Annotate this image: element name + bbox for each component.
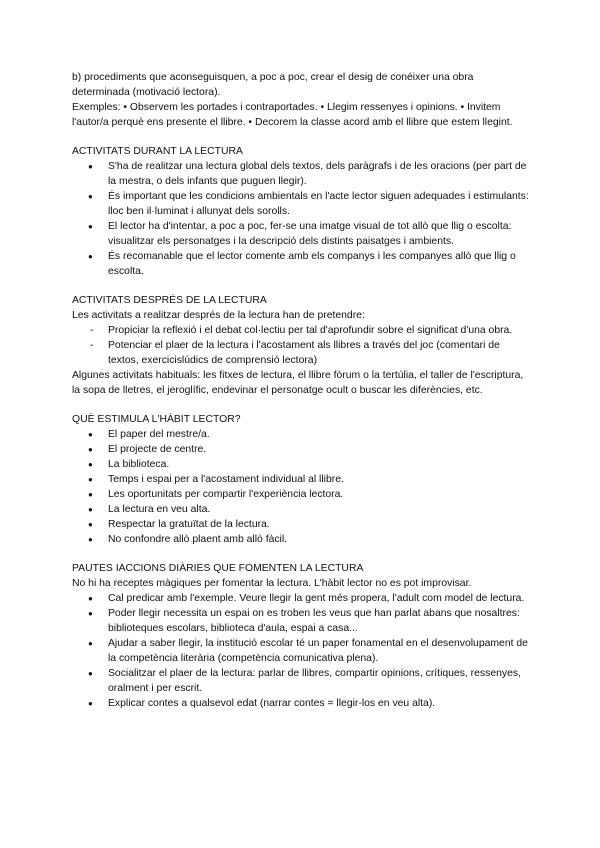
list-item: ● És important que les condicions ambientals en l'acte lector siguen adequades i estimulants: lloc ben il·luminat i allunyat dels sorolls. <box>72 189 532 219</box>
intro-procedures: b) procediments que aconseguisquen, a poc a poc, crear el desig de conéixer una obra determinada (motivació lectora). <box>72 72 474 98</box>
list-item: ● El paper del mestre/a. <box>72 427 532 442</box>
list-item: ● Ajudar a saber llegir, la institució escolar té un paper fonamental en el desenvolupament de la competència literària (competència comunicativa plena). <box>72 636 532 666</box>
list-item: ● És recomanable que el lector comente amb els companys i les companyes allò que llig o escolta. <box>72 249 532 279</box>
list-item: - Potenciar el plaer de la lectura i l'acostament als llibres a través del joc (comentari de textos, exercicislúdics de comprensió lectora) <box>72 338 532 368</box>
list-item: ● S'ha de realitzar una lectura global dels textos, dels paràgrafs i de les oracions (per part de la mestra, o dels infants que puguen llegir). <box>72 159 532 189</box>
after-reading-list <box>72 323 532 368</box>
heading-reading-habit: QUÈ ESTIMULA L'HÀBIT LECTOR? <box>72 414 241 425</box>
list-item: ● El lector ha d'intentar, a poc a poc, fer-se una imatge visual de tot allò que llig o escolta: visualitzar els personatges i la descripció dels distints paisatges i ambients. <box>72 219 532 249</box>
after-reading-intro: Les activitats a realitzar després de la lectura han de pretendre: <box>72 310 365 321</box>
heading-during-reading: ACTIVITATS DURANT LA LECTURA <box>72 146 243 157</box>
list-item: ● La lectura en veu alta. <box>72 502 532 517</box>
list-item: ● Socialitzar el plaer de la lectura: parlar de llibres, compartir opinions, crítiques, ressenyes, oralment i per escrit. <box>72 666 532 696</box>
reading-habit-list <box>72 427 532 547</box>
after-reading-habitual: Algunes activitats habituals: les fitxes de lectura, el llibre fòrum o la tertúlia, el taller de l'escriptura, la sopa de lletres, el jeroglífic, endevinar el personatge ocult o buscar les diferències, etc. <box>72 370 524 396</box>
guidelines-list <box>72 591 532 711</box>
list-item: ● Cal predicar amb l'exemple. Veure llegir la gent més propera, l'adult com model de lectura. <box>72 591 532 606</box>
document-page <box>72 70 532 711</box>
list-item: ● El projecte de centre. <box>72 442 532 457</box>
list-item: ● Respectar la gratuïtat de la lectura. <box>72 517 532 532</box>
list-item: - Propiciar la reflexió i el debat col·lectiu per tal d'aprofundir sobre el significat d'una obra. <box>72 323 532 338</box>
list-item: ● Temps i espai per a l'acostament individual al llibre. <box>72 472 532 487</box>
intro-examples: Exemples: • Observem les portades i contraportades. • Llegim ressenyes i opinions. • Invitem l'autor/a perquè ens presente el llibre. • Decorem la classe acord amb el llibre que estem llegint. <box>72 102 513 128</box>
guidelines-intro: No hi ha receptes màgiques per fomentar la lectura. L'hàbit lector no es pot improvisar. <box>72 578 472 589</box>
heading-after-reading: ACTIVITATS DESPRÉS DE LA LECTURA <box>72 295 267 306</box>
list-item: ● Les oportunitats per compartir l'experiència lectora. <box>72 487 532 502</box>
list-item: ● Poder llegir necessita un espai on es troben les veus que han parlat abans que nosaltres: biblioteques escolars, biblioteca d'aula, espai a casa... <box>72 606 532 636</box>
list-item: ● La biblioteca. <box>72 457 532 472</box>
during-reading-list <box>72 159 532 279</box>
list-item: ● No confondre allò plaent amb allò fàcil. <box>72 532 532 547</box>
list-item: ● Explicar contes a qualsevol edat (narrar contes = llegir-los en veu alta). <box>72 696 532 711</box>
heading-daily-guidelines: PAUTES IACCIONS DIÀRIES QUE FOMENTEN LA LECTURA <box>72 563 364 574</box>
